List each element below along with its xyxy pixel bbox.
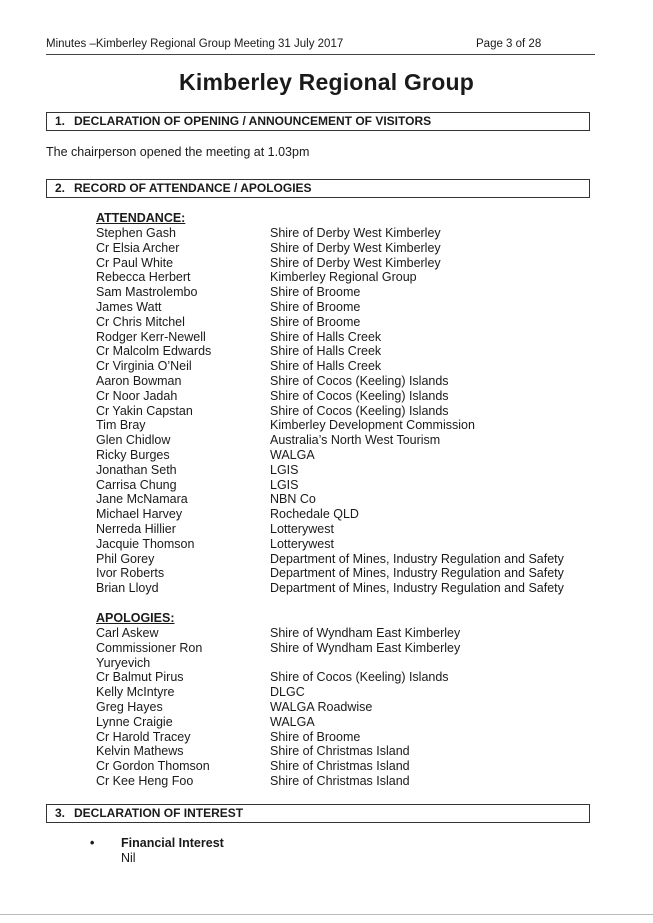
attendance-row (96, 492, 616, 507)
attendance-row (96, 537, 616, 552)
attendance-row (96, 256, 616, 271)
attendance-row (96, 581, 616, 596)
organisation: Shire of Broome (270, 314, 361, 329)
person-name: Ivor Roberts (96, 566, 165, 581)
organisation: Rochedale QLD (270, 507, 359, 522)
attendance-row (96, 241, 616, 256)
organisation: Australia’s North West Tourism (270, 433, 441, 448)
organisation: Shire of Wyndham East Kimberley (270, 640, 461, 655)
person-name: Greg Hayes (96, 699, 163, 714)
person-name: Lynne Craigie (96, 714, 173, 729)
organisation: DLGC (270, 685, 305, 700)
person-name: Rebecca Herbert (96, 270, 191, 285)
attendance-row (96, 433, 616, 448)
attendance-row (96, 522, 616, 537)
organisation: Shire of Cocos (Keeling) Islands (270, 670, 449, 685)
apologies-row (96, 685, 616, 700)
apologies-rows (96, 626, 616, 789)
interest-label: Financial Interest (121, 836, 224, 850)
person-name: Michael Harvey (96, 507, 183, 522)
person-name: Cr Harold Tracey (96, 729, 191, 744)
apologies-row (96, 744, 616, 759)
organisation: WALGA (270, 447, 315, 462)
organisation: Kimberley Development Commission (270, 418, 475, 433)
organisation (270, 656, 616, 671)
organisation: WALGA (270, 714, 315, 729)
organisation: Department of Mines, Industry Regulation and Safety (270, 566, 564, 581)
person-name: Cr Virginia O’Neil (96, 359, 192, 374)
organisation: Department of Mines, Industry Regulation and Safety (270, 551, 564, 566)
apologies-row (96, 641, 616, 656)
footer-divider (0, 914, 653, 915)
person-name: Phil Gorey (96, 551, 155, 566)
attendance-row (96, 418, 616, 433)
person-name: Aaron Bowman (96, 373, 182, 388)
organisation: Shire of Cocos (Keeling) Islands (270, 388, 449, 403)
attendance-row (96, 507, 616, 522)
attendance-row (96, 270, 616, 285)
attendance-row (96, 478, 616, 493)
organisation: LGIS (270, 462, 299, 477)
organisation: Lotterywest (270, 521, 334, 536)
organisation: Department of Mines, Industry Regulation and Safety (270, 581, 564, 596)
person-name: Cr Kee Heng Foo (96, 773, 194, 788)
organisation: Shire of Derby West Kimberley (270, 226, 441, 240)
attendance-row (96, 463, 616, 478)
attendance-row (96, 330, 616, 345)
attendance-row (96, 315, 616, 330)
organisation: Shire of Christmas Island (270, 773, 410, 788)
attendance-row (96, 226, 616, 241)
person-name: James Watt (96, 299, 162, 314)
person-name: Cr Yakin Capstan (96, 403, 193, 418)
organisation: Shire of Christmas Island (270, 744, 410, 759)
person-name: Glen Chidlow (96, 433, 171, 448)
interest-value: Nil (121, 851, 136, 865)
organisation: Shire of Broome (270, 299, 361, 314)
page-title: Kimberley Regional Group (179, 69, 474, 95)
person-name: Commissioner Ron (96, 640, 203, 655)
person-name: Kelly McIntyre (96, 685, 175, 700)
organisation: LGIS (270, 477, 299, 492)
attendance-list (96, 211, 616, 596)
header-page-number: Page 3 of 28 (476, 38, 542, 50)
person-name: Ricky Burges (96, 447, 170, 462)
attendance-rows (96, 226, 616, 596)
attendance-row (96, 566, 616, 581)
attendance-row (96, 404, 616, 419)
bullet-icon: • (90, 836, 95, 850)
person-name: Cr Balmut Pirus (96, 670, 184, 685)
organisation: Shire of Broome (270, 285, 361, 300)
apologies-row (96, 715, 616, 730)
person-name: Stephen Gash (96, 226, 176, 240)
person-name: Jonathan Seth (96, 462, 177, 477)
organisation: Lotterywest (270, 536, 334, 551)
section-heading-opening (46, 112, 590, 131)
attendance-row (96, 448, 616, 463)
organisation: Shire of Halls Creek (270, 344, 382, 359)
person-name: Cr Malcolm Edwards (96, 344, 212, 359)
attendance-row (96, 552, 616, 567)
page-header (46, 38, 595, 55)
section-heading-interest (46, 804, 590, 823)
apologies-list (96, 611, 616, 789)
apologies-row (96, 656, 616, 671)
organisation: Shire of Derby West Kimberley (270, 240, 441, 255)
organisation: Shire of Derby West Kimberley (270, 255, 441, 270)
attendance-row (96, 344, 616, 359)
apologies-row (96, 670, 616, 685)
organisation: Shire of Broome (270, 729, 361, 744)
person-name: Jane McNamara (96, 492, 188, 507)
organisation: Shire of Halls Creek (270, 359, 382, 374)
person-name: Cr Noor Jadah (96, 388, 178, 403)
person-name: Cr Elsia Archer (96, 240, 180, 255)
opening-statement: The chairperson opened the meeting at 1.03pm (46, 145, 310, 159)
organisation: WALGA Roadwise (270, 699, 373, 714)
person-name: Cr Gordon Thomson (96, 759, 210, 774)
section-number: 2. (55, 181, 66, 195)
header-document-title: Minutes –Kimberley Regional Group Meeting 31 July 2017 (46, 38, 344, 50)
organisation: Shire of Cocos (Keeling) Islands (270, 373, 449, 388)
attendance-heading: ATTENDANCE: (96, 211, 186, 225)
person-name: Yuryevich (96, 655, 151, 670)
person-name: Jacquie Thomson (96, 536, 195, 551)
attendance-row (96, 285, 616, 300)
attendance-row (96, 359, 616, 374)
apologies-row (96, 700, 616, 715)
organisation: Kimberley Regional Group (270, 270, 417, 285)
attendance-row (96, 300, 616, 315)
organisation: Shire of Christmas Island (270, 759, 410, 774)
section-heading-attendance (46, 179, 590, 198)
attendance-row (96, 374, 616, 389)
apologies-row (96, 759, 616, 774)
person-name: Carl Askew (96, 626, 159, 640)
person-name: Kelvin Mathews (96, 744, 184, 759)
apologies-heading: APOLOGIES: (96, 611, 175, 625)
person-name: Tim Bray (96, 418, 146, 433)
section-title: RECORD OF ATTENDANCE / APOLOGIES (74, 181, 312, 195)
section-title: DECLARATION OF OPENING / ANNOUNCEMENT OF VISITORS (74, 114, 432, 128)
person-name: Carrisa Chung (96, 477, 177, 492)
apologies-row (96, 774, 616, 789)
section-number: 1. (55, 114, 66, 128)
person-name: Sam Mastrolembo (96, 285, 198, 300)
apologies-row (96, 730, 616, 745)
person-name: Cr Chris Mitchel (96, 314, 185, 329)
organisation: Shire of Halls Creek (270, 329, 382, 344)
person-name: Cr Paul White (96, 255, 174, 270)
organisation: Shire of Wyndham East Kimberley (270, 626, 461, 640)
organisation: NBN Co (270, 492, 316, 507)
apologies-row (96, 626, 616, 641)
person-name: Rodger Kerr-Newell (96, 329, 206, 344)
attendance-row (96, 389, 616, 404)
person-name: Nerreda Hillier (96, 521, 176, 536)
section-title: DECLARATION OF INTEREST (74, 806, 244, 820)
section-number: 3. (55, 806, 66, 820)
person-name: Brian Lloyd (96, 581, 159, 596)
organisation: Shire of Cocos (Keeling) Islands (270, 403, 449, 418)
